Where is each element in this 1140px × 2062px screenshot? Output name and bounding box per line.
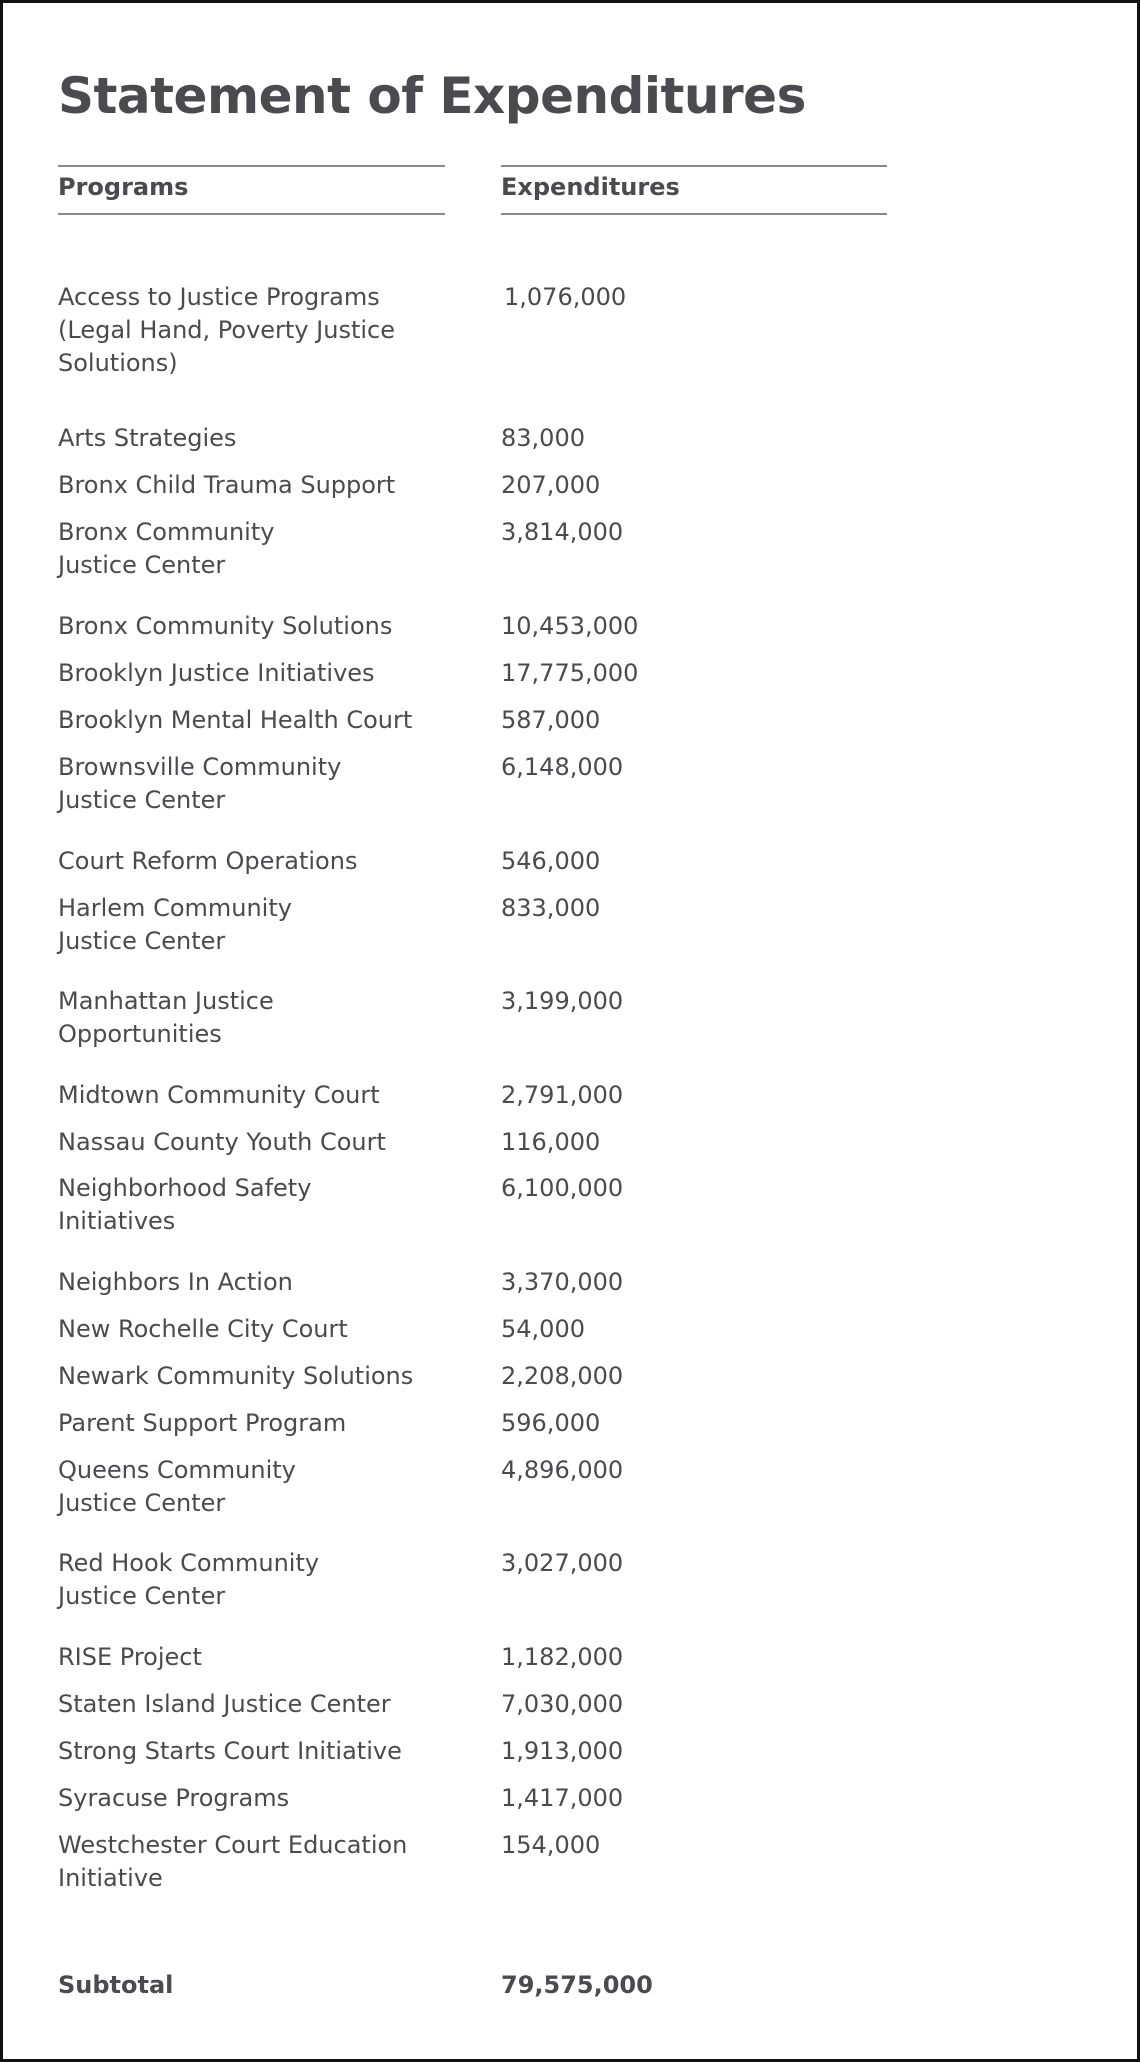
program-name: Brooklyn Justice Initiatives [58,659,375,687]
program-name: Bronx Child Trauma Support [58,471,396,499]
expenditure-amount: 83,000 [501,424,585,452]
program-name: Parent Support Program [58,1409,347,1437]
program-name: Harlem Community Justice Center [58,894,292,955]
expenditure-amount: 17,775,000 [501,659,639,687]
expenditures-top-rule [501,165,887,167]
program-name: Access to Justice Programs (Legal Hand, Poverty Justice Solutions) [58,283,395,377]
expenditure-amount: 3,199,000 [501,987,624,1015]
program-name: Westchester Court Education Initiative [58,1831,408,1892]
program-name: Newark Community Solutions [58,1362,414,1390]
program-name: Midtown Community Court [58,1081,380,1109]
expenditures-bottom-rule [501,213,887,215]
expenditure-amount: 154,000 [501,1831,601,1859]
expenditure-amount: 546,000 [501,847,601,875]
subtotal-amount: 79,575,000 [501,1971,653,1999]
expenditure-amount: 4,896,000 [501,1456,624,1484]
program-name: Staten Island Justice Center [58,1690,391,1718]
expenditure-amount: 6,100,000 [501,1174,624,1202]
program-name: Syracuse Programs [58,1784,290,1812]
expenditure-amount: 3,027,000 [501,1549,624,1577]
program-name: RISE Project [58,1643,202,1671]
program-name: Brooklyn Mental Health Court [58,706,413,734]
expenditure-amount: 1,076,000 [504,283,627,311]
programs-column-header: Programs [58,173,189,201]
expenditure-amount: 3,814,000 [501,518,624,546]
program-name: Bronx Community Solutions [58,612,393,640]
expenditure-amount: 587,000 [501,706,601,734]
programs-top-rule [58,165,445,167]
expenditure-amount: 1,913,000 [501,1737,624,1765]
expenditure-amount: 2,208,000 [501,1362,624,1390]
program-name: Red Hook Community Justice Center [58,1549,320,1610]
program-name: Queens Community Justice Center [58,1456,296,1517]
expenditure-amount: 1,182,000 [501,1643,624,1671]
expenditure-amount: 1,417,000 [501,1784,624,1812]
program-name: Arts Strategies [58,424,237,452]
program-name: Manhattan Justice Opportunities [58,987,274,1048]
program-name: Court Reform Operations [58,847,358,875]
expenditure-amount: 207,000 [501,471,601,499]
expenditure-amount: 54,000 [501,1315,585,1343]
program-name: Bronx Community Justice Center [58,518,275,579]
program-name: Nassau County Youth Court [58,1128,386,1156]
expenditure-amount: 833,000 [501,894,601,922]
program-name: Brownsville Community Justice Center [58,753,342,814]
expenditure-amount: 10,453,000 [501,612,639,640]
expenditure-amount: 596,000 [501,1409,601,1437]
expenditure-amount: 3,370,000 [501,1268,624,1296]
page-title: Statement of Expenditures [58,67,806,125]
expenditure-amount: 7,030,000 [501,1690,624,1718]
programs-bottom-rule [58,213,445,215]
expenditures-column-header: Expenditures [501,173,680,201]
program-name: Neighbors In Action [58,1268,293,1296]
expenditure-amount: 2,791,000 [501,1081,624,1109]
program-name: Strong Starts Court Initiative [58,1737,402,1765]
program-name: New Rochelle City Court [58,1315,348,1343]
program-name: Neighborhood Safety Initiatives [58,1174,312,1235]
subtotal-label: Subtotal [58,1971,174,1999]
expenditure-amount: 6,148,000 [501,753,624,781]
expenditure-amount: 116,000 [501,1128,601,1156]
